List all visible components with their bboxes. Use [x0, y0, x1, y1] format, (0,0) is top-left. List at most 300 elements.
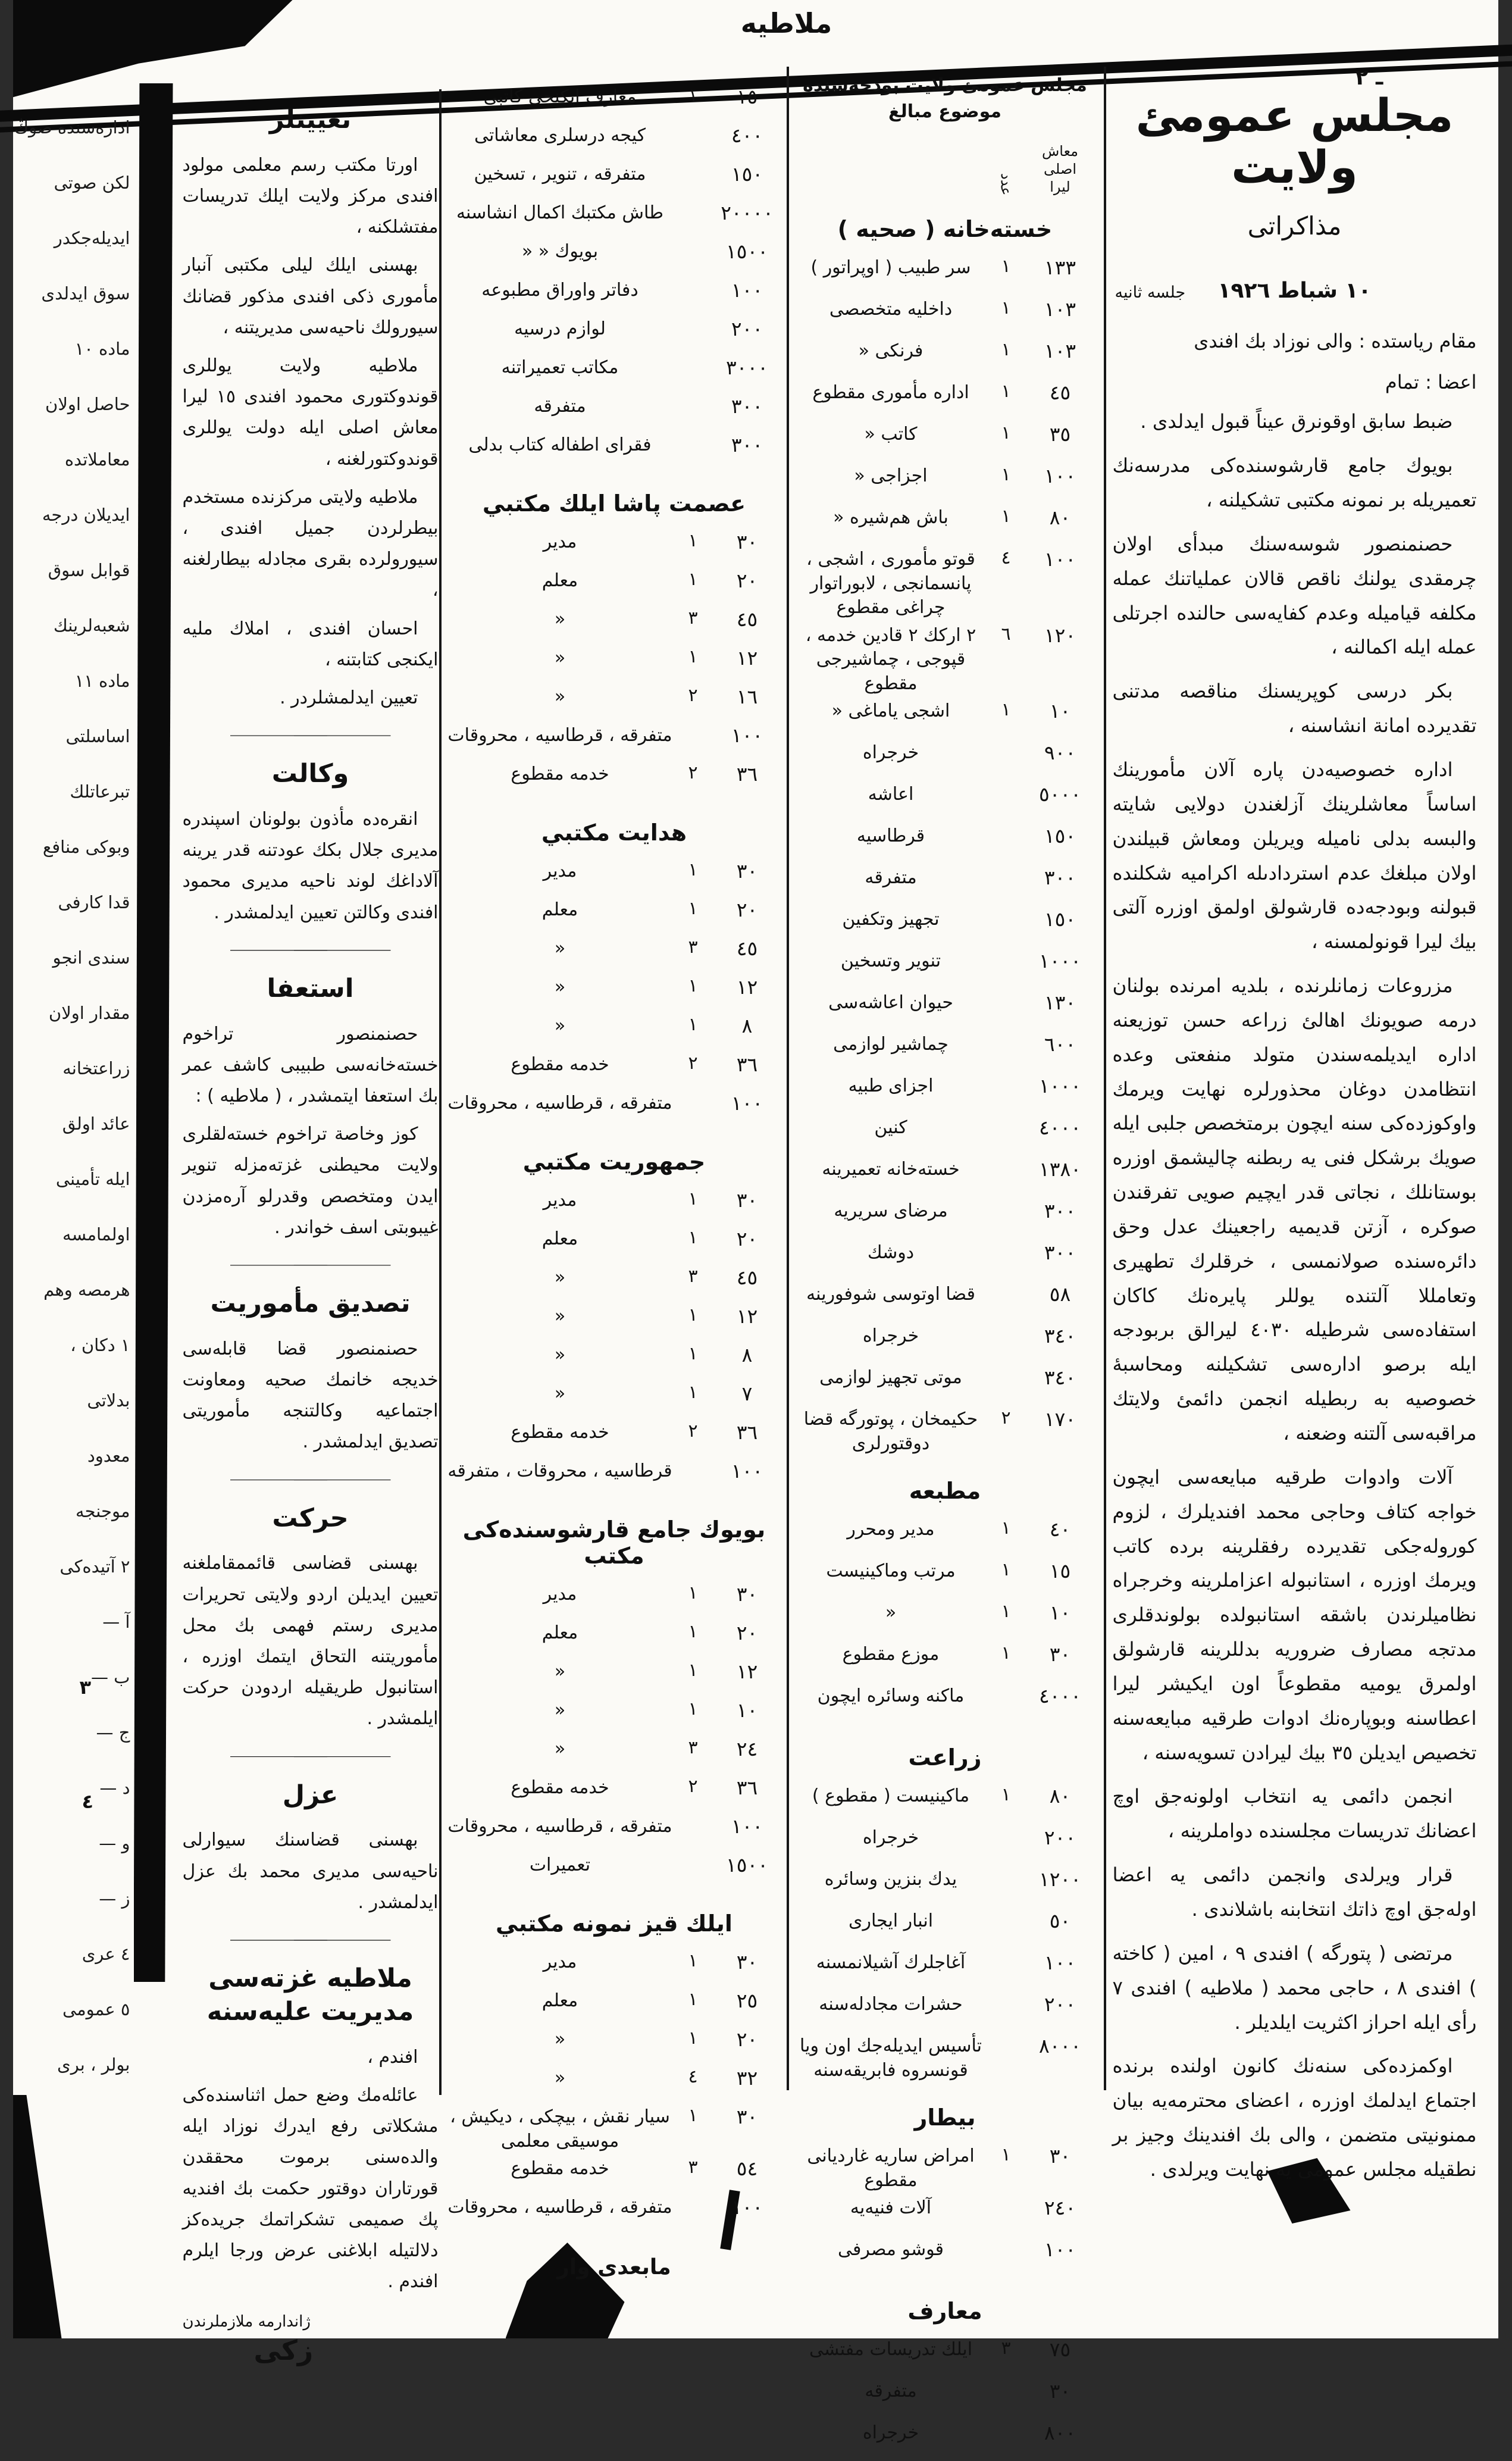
budget-amount: ١٥٠٠ — [727, 1853, 769, 1877]
budget-count: ٢ — [688, 1776, 699, 1797]
budget-row — [796, 1406, 1096, 1458]
budget-row — [796, 1072, 1096, 1114]
budget-label: آغاجلرك آشيلانمسنه — [816, 1952, 966, 1973]
budget-rows — [447, 1581, 783, 1890]
edge-fragment-line: شعبه‌لرينك — [54, 615, 131, 636]
budget-amount: ٢٠٠ — [731, 317, 764, 340]
budget-section — [796, 216, 1096, 1458]
article-date: ١٠ شباط ١٩٢٦ — [1218, 278, 1372, 303]
budget-label: مدير — [543, 861, 578, 881]
notice-section — [183, 1962, 439, 2297]
budget-column-right — [796, 73, 1096, 2461]
notice-heading: وكالت — [272, 759, 350, 789]
budget-label: تنوير وتسخين — [841, 950, 942, 971]
budget-label: خدمه مقطوع — [511, 1422, 610, 1443]
budget-count: ١ — [1001, 699, 1012, 720]
budget-count: ٣ — [688, 937, 699, 958]
budget-rows — [447, 1949, 783, 2232]
budget-amount: ٣٠٠٠ — [727, 356, 769, 379]
masthead-title: ملاطيه — [741, 7, 833, 39]
budget-row — [796, 1824, 1096, 1866]
column-rule-2 — [787, 67, 790, 2090]
budget-count: ١ — [1001, 1784, 1012, 1805]
budget-row — [447, 761, 783, 799]
edge-fragment-line: قدا كارفى — [58, 892, 131, 912]
budget-amount: ٤٠٠ — [731, 124, 764, 147]
notice-section — [183, 972, 439, 1267]
budget-section — [447, 490, 783, 799]
notice-section — [183, 758, 439, 952]
budget-label: حيوان اعاشه‌سى — [829, 992, 954, 1013]
notice-body — [183, 804, 439, 928]
budget-count: ٣ — [688, 2157, 699, 2178]
budget-row — [796, 1991, 1096, 2032]
budget-count: ١ — [688, 2105, 699, 2126]
budget-row — [447, 974, 783, 1012]
budget-rows — [796, 2143, 1096, 2278]
notice-body — [183, 2042, 439, 2298]
budget-label: « — [555, 1661, 566, 1682]
budget-row — [796, 2419, 1096, 2461]
column-rule-1 — [440, 89, 442, 2095]
budget-section-title: بويوك جامع قارشوسنده‌كى مكتب — [463, 1516, 766, 1569]
budget-row — [447, 1264, 783, 1303]
budget-section — [796, 2104, 1096, 2278]
budget-row — [447, 683, 783, 722]
budget-amount: ١٠٠٠ — [1040, 1074, 1082, 1097]
budget-rows — [447, 83, 783, 470]
budget-section-title: مطبعه — [909, 1478, 982, 1504]
budget-count: ٣ — [1001, 2338, 1012, 2359]
section-divider — [231, 1938, 392, 1942]
budget-label: ايلك تدريسات مفتشى — [809, 2339, 973, 2360]
budget-label: دفاتر واوراق مطبوعه — [482, 280, 639, 301]
budget-count: ١ — [688, 1189, 699, 1209]
budget-section — [447, 83, 783, 470]
newspaper-page — [14, 0, 1499, 2444]
budget-row — [796, 698, 1096, 739]
budget-amount: ٤٥ — [737, 608, 759, 631]
edge-fragment-line: ب — — [91, 1667, 131, 1687]
budget-row — [447, 1813, 783, 1852]
budget-count: ١ — [1001, 1518, 1012, 1538]
budget-row — [447, 858, 783, 896]
budget-label: « — [555, 686, 566, 707]
budget-amount: ٣٠ — [737, 859, 759, 883]
edge-fragment-line: آ — — [103, 1612, 131, 1632]
budget-row — [796, 1907, 1096, 1949]
article-body — [1113, 405, 1477, 2187]
signature-name: زكى — [254, 2334, 314, 2367]
budget-row — [796, 906, 1096, 947]
edge-fragment-line: عائد اولق — [62, 1114, 131, 1134]
budget-label: فقراى اطفاله كتاب بدلى — [469, 434, 652, 455]
budget-row — [796, 337, 1096, 379]
budget-row — [796, 296, 1096, 337]
budget-row — [796, 421, 1096, 462]
budget-amount: ٣٠ — [1050, 1643, 1072, 1666]
budget-row — [447, 1012, 783, 1051]
budget-row — [796, 2143, 1096, 2194]
budget-count: ١ — [688, 898, 699, 919]
notice-sections — [183, 104, 439, 2297]
budget-label: مرضاى سريريه — [834, 1200, 948, 1221]
budget-label: چماشير لوازمى — [834, 1034, 949, 1055]
notice-paragraph: انقره‌ده مأذون بولونان اسپندره مديرى جلال بكك عودتنه قدر يرينه آلاداغك لوند ناحيه مديرى محمود افندى وكالتن تعيين ايدلمشدر . — [183, 808, 439, 923]
notices-column — [183, 89, 439, 2366]
budget-count: ١ — [688, 1660, 699, 1681]
session-note: جلسه ثانيه — [1115, 283, 1187, 302]
budget-section-title: بيطار — [915, 2104, 976, 2131]
edge-fragment-line: هرمصه وهم — [44, 1280, 131, 1300]
budget-amount: ٣٦ — [737, 1053, 759, 1076]
edge-fragment-line: تبرعاتلك — [70, 781, 131, 802]
page-number: ـ ٢ — [1356, 65, 1384, 90]
budget-section — [447, 820, 783, 1128]
budget-amount: ٤٥ — [737, 1266, 759, 1289]
budget-rows — [796, 254, 1096, 1458]
count-column-header: عدد — [998, 173, 1015, 196]
budget-section — [796, 2298, 1096, 2461]
budget-label: متفرقه ، قرطاسيه ، محروقات — [448, 2197, 673, 2218]
budget-row — [447, 722, 783, 761]
budget-amount: ٣٠٠ — [1044, 1241, 1077, 1264]
budget-label: « — [555, 2029, 566, 2050]
notice-paragraph: كوز وخاصة تراخوم خسته‌لقلرى ولايت محيطنى غزته‌مزله تنوير ايدن ومتخصص وقدرلو آره‌مزدن غيبوبتى اسف خواندر . — [183, 1124, 439, 1238]
budget-row — [447, 1458, 783, 1496]
budget-row — [796, 504, 1096, 546]
budget-sections-left — [447, 83, 783, 2232]
budget-label: مدير ومحرر — [847, 1519, 935, 1540]
budget-amount: ١٥٠ — [1044, 908, 1077, 931]
budget-label: مدير — [543, 1584, 578, 1605]
budget-label: حكيمخان ، پوتورگه قضا دوقتورلرى — [804, 1409, 979, 1454]
budget-amount: ١٠٠ — [1044, 548, 1077, 571]
budget-row — [447, 1303, 783, 1341]
budget-label: خرجراه — [863, 1827, 920, 1848]
budget-label: باش هم‌شيره « — [834, 507, 949, 528]
budget-label: متفرقه ، تنوير ، تسخين — [474, 164, 647, 185]
budget-label: خدمه مقطوع — [511, 2158, 610, 2179]
budget-section-title: خسته‌خانه ( صحيه ) — [838, 216, 1053, 242]
members-line: اعضا : تمام — [1385, 370, 1477, 393]
budget-table-title: مجلس عمومئ ولايت بودجه‌سنده موضوع مبالغ — [803, 75, 1088, 122]
budget-row — [447, 1225, 783, 1264]
budget-row — [447, 606, 783, 645]
budget-amount: ٣٢ — [737, 2066, 759, 2090]
budget-rows — [447, 858, 783, 1128]
edge-fragment-line: وبوكى منافع — [43, 837, 131, 857]
notice-section — [183, 1287, 439, 1482]
budget-label: خدمه مقطوع — [511, 1054, 610, 1075]
budget-label: قوتو مأمورى ، اشجى ، پانسمانجى ، لابوراتوار چراغى مقطوع — [807, 549, 976, 618]
notice-paragraph: ملاطيه ولايت يوللرى قوندوكتورى محمود افندى ١٥ ليرا معاش اصلى ايله دولت يوللرى قوندوكتورلغنه ، — [183, 355, 439, 470]
edge-fragment-line: زراعتخانه — [63, 1058, 131, 1078]
budget-count: ١ — [688, 1305, 699, 1325]
budget-count: ١ — [688, 1227, 699, 1248]
budget-label: « — [555, 1383, 566, 1404]
budget-count: ٢ — [688, 1421, 699, 1441]
budget-label: « — [885, 1602, 897, 1623]
budget-amount: ٣٠ — [737, 530, 759, 554]
budget-count: ١ — [688, 1343, 699, 1364]
budget-label: حشرات مجادله‌سنه — [819, 1994, 963, 2015]
budget-label: اجزاى طبيه — [849, 1075, 934, 1096]
budget-label: قوشو مصرفى — [838, 2239, 944, 2260]
budget-count: ٤ — [688, 2066, 699, 2087]
budget-rows — [796, 2336, 1096, 2461]
budget-label: معلم — [542, 570, 579, 591]
budget-count: ٢ — [688, 762, 699, 783]
budget-count: ١ — [1001, 464, 1012, 485]
budget-label: « — [555, 2068, 566, 2088]
article-paragraph: اوكمزده‌كى سنه‌نك كانون اولنده برنده اجتماع ايدلمك اوزره ، اعضاى محترمه‌يه بيان ممنونيتى متضمن ، والى بك افندينك وجيز بر نطقيله مجلس عمومى يه نهايت ويرلدى . — [1113, 2055, 1477, 2181]
budget-count: ٢ — [688, 685, 699, 706]
budget-amount: ١٠٠ — [1044, 464, 1077, 487]
notice-body — [183, 1019, 439, 1243]
budget-amount: ٣٠ — [737, 1583, 759, 1606]
budget-row — [447, 935, 783, 974]
budget-label: سيار نقش ، بيچكى ، ديكيش ، موسيقى معلمى — [450, 2106, 671, 2152]
budget-amount: ٤٠ — [1050, 1518, 1072, 1541]
article-paragraph: انجمن دائمى يه انتخاب اولونه‌جق اوچ اعضانك تدريسات مجلسنده دواملرينه ، — [1113, 1785, 1477, 1843]
edge-fragment-line: قوابل سوق — [48, 560, 131, 580]
budget-section — [796, 1478, 1096, 1724]
budget-label: خرجراه — [863, 2422, 920, 2443]
budget-amount: ٣٠٠ — [731, 433, 764, 456]
article-paragraph: مرتضى ( پتورگه ) افندى ٩ ، امين ( كاخته ) افندى ٨ ، حاجى محمد ( ملاطيه ) افندى ٧ رأى ايله احراز اكثريت ايلديلر . — [1113, 1941, 1477, 2034]
budget-amount: ١٠ — [737, 1699, 759, 1722]
article-paragraph: ضبط سابق اوقونرق عيناً قبول ايدلدى . — [1141, 410, 1454, 433]
budget-label: « — [555, 648, 566, 668]
budget-amount: ٣٠ — [737, 1189, 759, 1212]
budget-row — [447, 315, 783, 354]
budget-section — [447, 1910, 783, 2232]
budget-amount: ٢٤ — [737, 1737, 759, 1760]
cropped-edge-column — [14, 100, 131, 2118]
budget-row — [796, 1516, 1096, 1558]
budget-count: ١ — [688, 569, 699, 590]
budget-count: ١ — [688, 85, 699, 106]
budget-amount: ٣٠ — [1050, 2144, 1072, 2168]
budget-count: ١ — [688, 1950, 699, 1971]
notice-paragraph: افندم ، — [368, 2046, 419, 2068]
edge-fragment-line: د — — [100, 1778, 131, 1798]
budget-label: كيجه درسلرى معاشاتى — [474, 125, 647, 146]
budget-count: ١ — [1001, 1559, 1012, 1580]
budget-row — [447, 2103, 783, 2155]
budget-count: ١ — [688, 1989, 699, 2010]
budget-amount: ١٠٠ — [731, 1092, 764, 1115]
notice-body — [183, 1334, 439, 1458]
budget-count: ١ — [1001, 1643, 1012, 1663]
budget-amount: ٢٠ — [737, 2028, 759, 2051]
budget-amount: ١٣٣ — [1044, 256, 1077, 279]
budget-label: دوشك — [868, 1242, 915, 1263]
budget-label: قضا اوتوسى شوفورينه — [807, 1284, 976, 1305]
budget-row — [796, 1281, 1096, 1322]
budget-count: ١ — [1001, 506, 1012, 527]
budget-amount: ١٥٠٠ — [727, 240, 769, 263]
edge-fragment-line: معدود — [87, 1446, 131, 1466]
budget-row — [447, 1051, 783, 1090]
article-paragraph: حصنمنصور شوسه‌سنك مبدأى اولان چرمقدى يولنك ناقص قالان عملياتنك عمله مكلفه قياميله وعدم كفايه‌سى حالنده اجرتلى عمله ايله اكمالنه ، — [1113, 532, 1477, 659]
notice-paragraph: احسان افندى ، املاك مليه ايكنجى كتابتنه ، — [183, 618, 439, 670]
budget-row — [796, 1364, 1096, 1406]
margin-numeral: ٤ — [82, 1790, 95, 1813]
article-paragraph: بكر درسى كوپريسنك مناقصه مدتنى تقديرده امانة انشاسنه ، — [1113, 680, 1477, 737]
notice-paragraph: تعيين ايدلمشلردر . — [280, 687, 419, 708]
budget-row — [447, 83, 783, 122]
budget-row — [447, 1658, 783, 1697]
budget-count: ٤ — [1001, 548, 1012, 568]
budget-row — [796, 379, 1096, 421]
budget-row — [447, 529, 783, 567]
budget-row — [796, 546, 1096, 622]
budget-amount: ١٥ — [1050, 1559, 1072, 1583]
budget-section — [447, 1516, 783, 1890]
budget-label: خدمه مقطوع — [511, 764, 610, 784]
edge-fragment-line: سندى انجو — [53, 947, 131, 968]
notice-heading: تعيينلر — [270, 105, 352, 135]
budget-amount: ١٠٠ — [731, 1459, 764, 1483]
edge-fragment-line: ايديلان درجه — [42, 505, 131, 525]
notice-paragraph: بهسنى ايلك ليلى مكتبى آنبار مأمورى ذكى افندى مذكور قضانك سيورولك ناحيه‌سى مديريتنه ، — [183, 255, 439, 338]
budget-count: ١ — [1001, 256, 1012, 277]
budget-amount: ٨ — [742, 1014, 753, 1037]
budget-amount: ١٢ — [737, 646, 759, 670]
budget-amount: ٨٠ — [1050, 506, 1072, 529]
budget-row — [796, 2032, 1096, 2084]
budget-row — [447, 354, 783, 393]
budget-count: ١ — [1001, 298, 1012, 318]
budget-label: قرطاسيه ، محروقات ، متفرقه — [448, 1461, 673, 1481]
budget-amount: ١٠٠ — [731, 1815, 764, 1838]
budget-amount: ٤٠٠٠ — [1040, 1116, 1082, 1139]
budget-row — [796, 622, 1096, 698]
budget-amount: ١٠٠ — [731, 724, 764, 747]
budget-amount: ١٦ — [737, 685, 759, 708]
budget-count: ٢ — [1001, 1408, 1012, 1428]
budget-caption-row — [796, 142, 1096, 196]
budget-amount: ٢٠ — [737, 569, 759, 592]
budget-label: معارف ايكنجى كاتبى — [484, 86, 637, 107]
budget-section-title: ايلك قيز نمونه مكتبي — [496, 1910, 733, 1937]
budget-label: تجهيز وتكفين — [843, 909, 940, 930]
budget-amount: ٢٠ — [737, 1227, 759, 1250]
budget-row — [796, 2378, 1096, 2419]
notice-heading: حركت — [273, 1503, 349, 1533]
budget-label: مكاتب تعميراتنه — [502, 357, 619, 378]
budget-section-title: معارف — [908, 2298, 983, 2324]
budget-count: ٦ — [1001, 623, 1012, 645]
budget-count: ١ — [1001, 423, 1012, 443]
budget-row — [447, 1187, 783, 1225]
budget-amount: ٢٠ — [737, 1621, 759, 1644]
budget-row — [447, 645, 783, 683]
budget-row — [447, 1852, 783, 1890]
budget-label: « — [555, 1700, 566, 1721]
budget-amount: ٣٤٠ — [1044, 1324, 1077, 1347]
budget-label: امراض ساريه غارديانى مقطوع — [807, 2146, 975, 2191]
budget-row — [796, 1599, 1096, 1641]
notice-paragraph: بهسنى قضاسنك سيوارلى ناحيه‌سى مديرى محمد بك عزل ايدلمشدر . — [183, 1830, 439, 1913]
edge-fragment-line: لكن صوتى — [54, 173, 131, 193]
budget-row — [796, 2336, 1096, 2378]
budget-row — [447, 393, 783, 431]
budget-amount: ٦٠٠ — [1044, 1033, 1077, 1056]
edge-fragment-line: ماده ١١ — [75, 671, 131, 691]
budget-row — [447, 1735, 783, 1774]
budget-amount: ١٥٠ — [731, 162, 764, 186]
notice-body — [183, 1825, 439, 1918]
budget-label: آلات فنيه‌يه — [850, 2197, 932, 2218]
notice-paragraph: حصنمنصور تراخوم خسته‌خانه‌سى طبيبى كاشف عمر بك استعفا ايتمشدر ، ( ملاطيه ) : — [183, 1023, 439, 1106]
edge-fragment-line: موجنجه — [76, 1501, 131, 1521]
budget-row — [447, 1090, 783, 1128]
edge-fragment-line: ايديله‌جكدر — [54, 228, 131, 248]
budget-label: متفرقه — [865, 867, 918, 888]
budget-label: طاش مكتبك اكمال انشاسنه — [456, 202, 665, 223]
budget-amount: ٢٠٠ — [1044, 1826, 1077, 1849]
scan-shadow-bottom-left — [14, 2095, 62, 2338]
budget-amount: ١٠٠ — [1044, 2238, 1077, 2261]
notice-paragraph: حصنمنصور قضا قابله‌سى خديجه خانمك صحيه ومعاونت اجتماعيه وكالتنجه مأموريتى تصديق ايدلمشدر . — [183, 1338, 439, 1453]
article-headline: مجلس عمومئ ولايت — [1136, 89, 1454, 194]
budget-label: يدك بنزين وسائره — [825, 1869, 958, 1890]
budget-count: ٣ — [688, 1737, 699, 1758]
budget-amount: ٣٠ — [737, 1950, 759, 1974]
budget-label: تعميرات — [530, 1855, 591, 1875]
notice-body — [183, 1548, 439, 1734]
budget-amount: ٥٤ — [737, 2157, 759, 2180]
budget-amount: ٤٥ — [737, 937, 759, 960]
budget-label: خسته‌خانه تعميرينه — [822, 1159, 960, 1180]
budget-count: ١ — [688, 859, 699, 880]
budget-count: ١ — [688, 975, 699, 996]
budget-amount: ٢٥ — [737, 1989, 759, 2012]
budget-label: سر طبيب ( اوپراتور ) — [811, 257, 972, 278]
budget-label: معلم — [542, 1622, 579, 1643]
budget-row — [796, 823, 1096, 864]
article-paragraph: قرار ويرلدى وانجمن دائمى يه اعضا اوله‌جق اوچ ذاتك انتخابنه باشلاندى . — [1113, 1863, 1477, 1921]
budget-row — [447, 1774, 783, 1813]
budget-row — [447, 199, 783, 238]
budget-row — [447, 1419, 783, 1458]
budget-row — [796, 781, 1096, 823]
budget-label: موزع مقطوع — [843, 1644, 940, 1665]
budget-row — [796, 739, 1096, 781]
budget-amount: ٧ — [742, 1382, 753, 1405]
budget-label: مرتب وماكينيست — [827, 1561, 956, 1581]
notice-section — [183, 104, 439, 737]
notice-heading: استعفا — [267, 973, 355, 1003]
budget-label: « — [555, 1306, 566, 1327]
budget-count: ١ — [688, 1382, 699, 1403]
budget-amount: ١٢٠ — [1044, 623, 1077, 647]
budget-row — [447, 896, 783, 935]
signature-role: ژاندارمه ملازملرندن — [183, 2313, 311, 2331]
budget-row — [796, 864, 1096, 906]
budget-label: موتى تجهيز لوازمى — [820, 1367, 963, 1388]
article-dateline — [1113, 279, 1477, 303]
budget-label: تأسيس ايديله‌جك اون ويا قونسروه فابريقه‌سنه — [800, 2035, 982, 2081]
article-paragraph: مزروعات زمانلرنده ، بلديه امرنده بولنان درمه صويونك اهالئ زراعه حسن توزيعنه اداره ايديلمه‌سندن متولد منفعتى وعده انتظامدن دوغان محذورلره نهايت ويرمك واوكوزده‌كى سنه ايچون برمتخصص جلبى ايله صويك برشكل فنى يه ربطنه چاليشمق اوزره بوستانلك ، نجاتى قدر ايچيم صويى تفرقندن صوكره ، آزتن قديميه راجعينك عدل وحق دائره‌سنده صولانمسى ، خرقلرك تطهيرى وتعامللا آلتنده يوللر پايره‌نك كاكان استفاده‌سى شرطيله ٤٠٣٠ ليرالق بربودجه ايله برصو اداره‌سى تشكيلنه ومحاسبهٔ خصوصيه به ربطيله انجمن دائمئ ولايتك مراقبه‌سى آلتنه وضعنه ، — [1113, 974, 1477, 1444]
budget-label: متفرقه ، قرطاسيه ، محروقات — [448, 725, 673, 746]
article-paragraph: بويوك جامع قارشوسنده‌كى مدرسه‌نك تعميريله بر نمونه مكتبى تشكيلنه ، — [1113, 454, 1477, 512]
budget-amount: ١٣٨٠ — [1040, 1158, 1082, 1181]
budget-row — [796, 2236, 1096, 2278]
